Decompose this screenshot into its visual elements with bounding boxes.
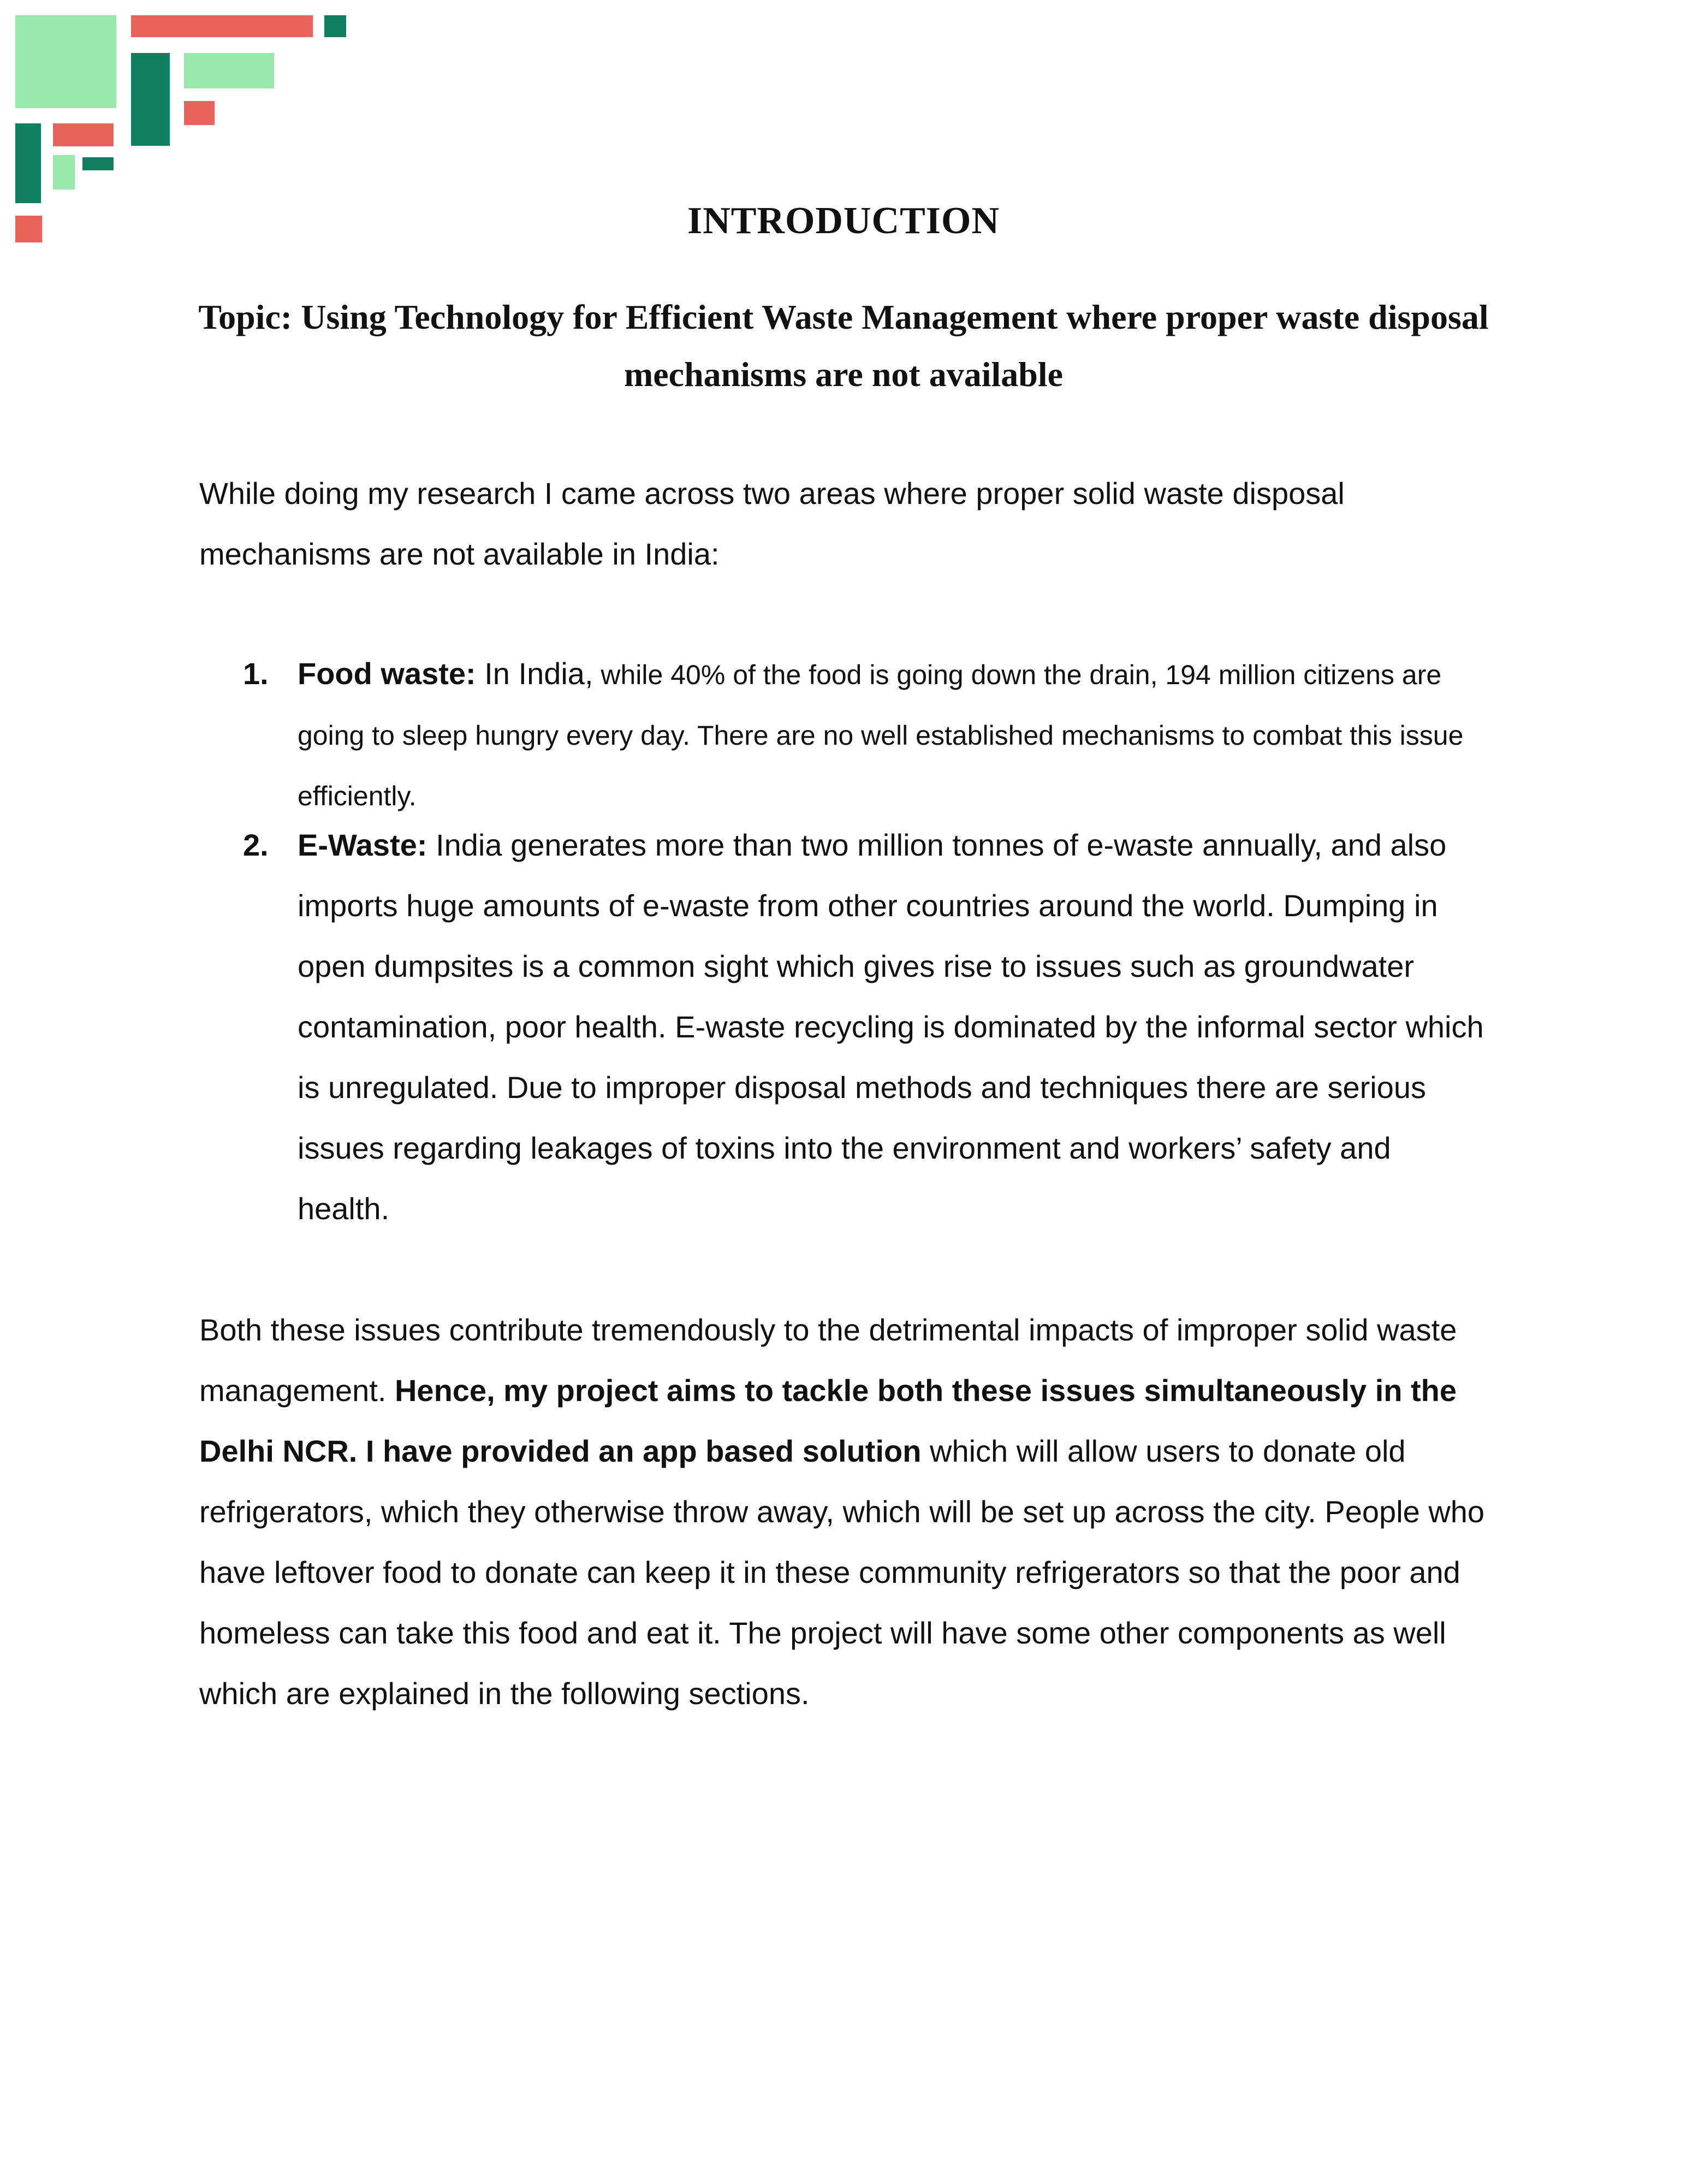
deco-light-green-bar bbox=[184, 53, 274, 88]
conclusion-text-end: which will allow users to donate old refrigerators, which they otherwise throw away, which will be set up across the city. People who have leftover food to donate can keep it in these community refrigerators so that the poor and homeless can take this food and eat it. The project will have some other components as well which are explained in the following sections. bbox=[199, 1434, 1485, 1711]
list-label: E-Waste: bbox=[298, 828, 427, 862]
conclusion-text-start: Both these issues contribute tremendously to the detrimental impacts of improper solid waste management. bbox=[199, 1313, 1457, 1408]
deco-green-small-bar bbox=[82, 157, 114, 170]
deco-red-bar-top bbox=[131, 15, 313, 37]
topic-heading: Topic: Using Technology for Efficient Waste Management where proper waste disposal mechanisms are not available bbox=[198, 298, 1489, 394]
deco-red-small bbox=[184, 101, 215, 125]
deco-light-green-large bbox=[15, 15, 116, 108]
list-lead: In India, bbox=[476, 656, 593, 691]
deco-green-left-tall bbox=[15, 123, 41, 203]
intro-paragraph: While doing my research I came across two areas where proper solid waste disposal mechanisms are not available in India: bbox=[199, 476, 1345, 571]
deco-light-green-small bbox=[53, 155, 75, 189]
list-item-e-waste bbox=[243, 815, 1490, 1239]
conclusion-paragraph bbox=[199, 1299, 1493, 1724]
page-title: INTRODUCTION bbox=[687, 200, 1000, 242]
list-label: Food waste: bbox=[298, 656, 476, 691]
list-number: 1. bbox=[243, 656, 269, 691]
list-text: India generates more than two million tonnes of e-waste annually, and also imports huge amounts of e-waste from other countries around the world. Dumping in open dumpsites is a common sight which gives rise to issues such as groundwater contamination, poor health. E-waste recycling is dominated by the informal sector which is unregulated. Due to improper disposal methods and techniques there are serious issues regarding leakages of toxins into the environment and workers’ safety and health. bbox=[298, 828, 1484, 1226]
deco-green-tall bbox=[131, 53, 170, 146]
deco-green-square-top bbox=[324, 15, 346, 37]
deco-red-mid bbox=[53, 123, 114, 146]
conclusion-bold-text: Hence, my project aims to tackle both these issues simultaneously in the Delhi NCR. I have provided an app based solution bbox=[199, 1373, 1457, 1468]
list-text: while 40% of the food is going down the drain, 194 million citizens are going to sleep hungry every day. There are no well established mechanisms to combat this issue efficiently. bbox=[298, 660, 1464, 811]
list-number: 2. bbox=[243, 828, 269, 862]
list-item-food-waste bbox=[243, 643, 1490, 825]
